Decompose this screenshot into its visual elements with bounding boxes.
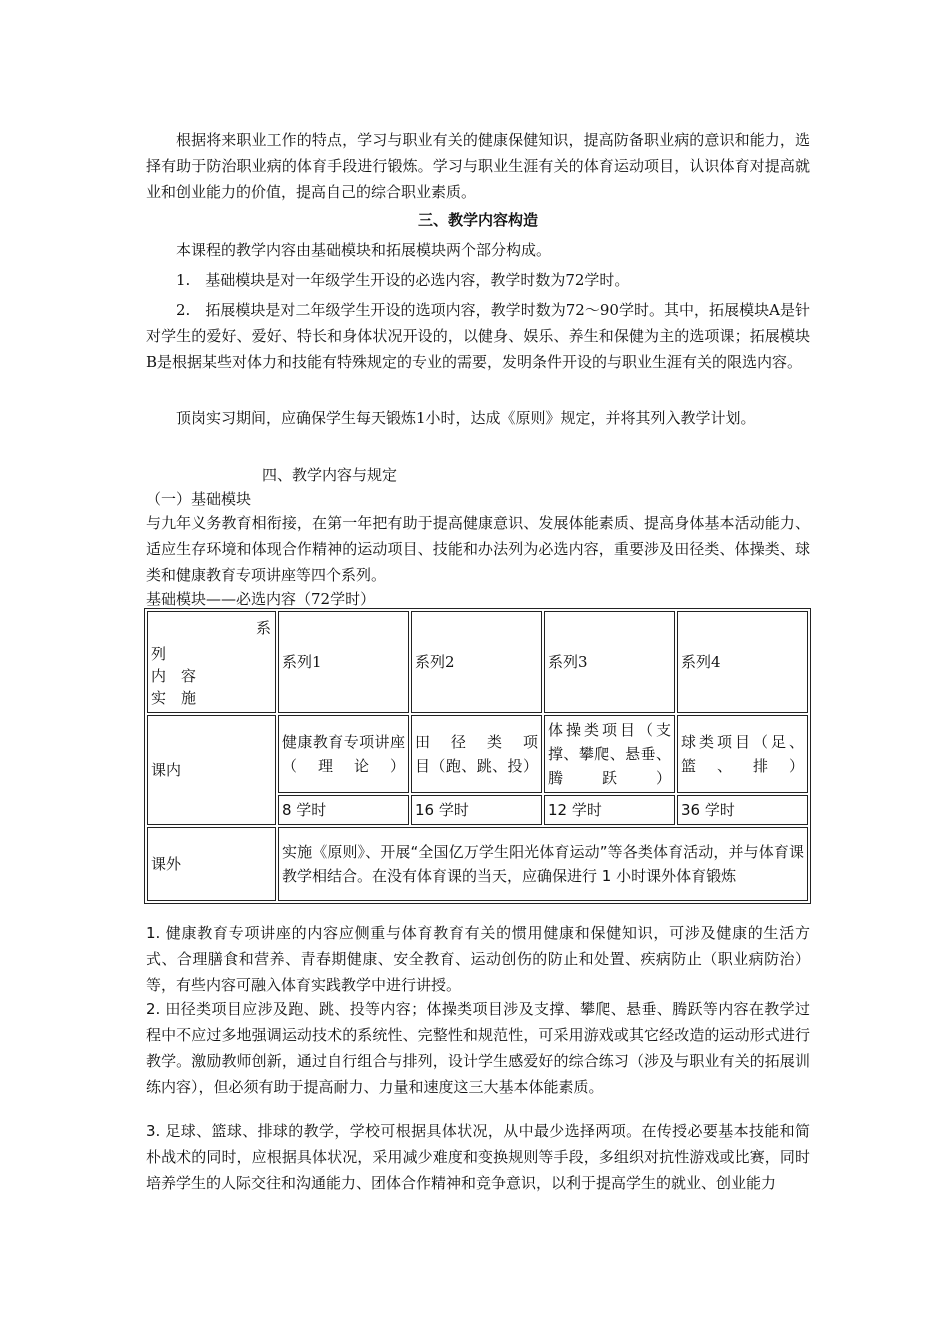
hours-3: 12 学时 bbox=[544, 795, 675, 825]
in-class-item-1: 健康教育专项讲座（理论） bbox=[278, 715, 409, 793]
corner-series-label: 系 bbox=[255, 619, 271, 637]
table-caption: 基础模块——必选内容（72学时） bbox=[146, 590, 376, 608]
in-class-item-2: 田 径 类 项 目（跑、跳、投） bbox=[411, 715, 542, 793]
section-heading-4: 四、教学内容与规定 bbox=[262, 466, 398, 484]
hours-2: 16 学时 bbox=[411, 795, 542, 825]
intro-paragraph: 根据将来职业工作的特点，学习与职业有关的健康保健知识，提高防备职业病的意识和能力，选择有助于防治职业病的体育手段进行锻炼。学习与职业生涯有关的体育运动项目，认识体育对提高就业和创业能力的价值，提高自己的综合职业素质。 bbox=[146, 131, 810, 201]
item1-paragraph: 1. 基础模块是对一年级学生开设的必选内容，教学时数为72学时。 bbox=[176, 271, 630, 289]
after-class-text: 实施《原则》、开展“全国亿万学生阳光体育运动”等各类体育活动，并与体育课教学相结合。在没有体育课的当天，应确保进行 1 小时课外体育锻炼 bbox=[278, 827, 808, 901]
basic-module-table bbox=[144, 608, 811, 904]
in-class-item-3: 体操类项目（支撑、攀爬、悬垂、腾跃） bbox=[544, 715, 675, 793]
header-series-1: 系列1 bbox=[278, 611, 409, 713]
corner-col-label: 列 bbox=[151, 645, 167, 663]
basic-paragraph: 与九年义务教育相衔接，在第一年把有助于提高健康意识、发展体能素质、提高身体基本活动能力、适应生存环境和体现合作精神的运动项目、技能和办法列为必选内容，重要涉及田径类、体操类、球类和健康教育专项讲座等四个系列。 bbox=[146, 514, 810, 584]
in-class-item-4: 球类项目（足、篮、排） bbox=[677, 715, 808, 793]
subsection-basic: （一）基础模块 bbox=[146, 490, 252, 508]
header-series-3: 系列3 bbox=[544, 611, 675, 713]
hours-4: 36 学时 bbox=[677, 795, 808, 825]
hours-1: 8 学时 bbox=[278, 795, 409, 825]
note-3: 3. 足球、篮球、排球的教学，学校可根据具体状况，从中最少选择两项。在传授必要基本技能和简朴战术的同时，应根据具体状况，采用减少难度和变换规则等手段，多组织对抗性游戏或比赛，同时培养学生的人际交往和沟通能力、团体合作精神和竞争意识，以利于提高学生的就业、创业能力 bbox=[146, 1122, 810, 1192]
note-1: 1. 健康教育专项讲座的内容应侧重与体育教育有关的惯用健康和保健知识，可涉及健康的生活方式、合理膳食和营养、青春期健康、安全教育、运动创伤的防止和处置、疾病防止（职业病防治）等，有些内容可融入体育实践教学中进行讲授。 bbox=[146, 924, 810, 994]
item2-paragraph: 2. 拓展模块是对二年级学生开设的选项内容，教学时数为72～90学时。其中，拓展模块A是针对学生的爱好、爱好、特长和身体状况开设的，以健身、娱乐、养生和保健为主的选项课；拓展模块B是根据某些对体力和技能有特殊规定的专业的需要，发明条件开设的与职业生涯有关的限选内容。 bbox=[146, 301, 810, 371]
corner-content-label: 内 容 bbox=[151, 667, 197, 685]
after-class-label: 课外 bbox=[147, 827, 276, 901]
corner-impl-label: 实 施 bbox=[151, 689, 197, 707]
in-class-label: 课内 bbox=[147, 715, 276, 825]
header-series-2: 系列2 bbox=[411, 611, 542, 713]
table-corner-cell bbox=[147, 611, 276, 713]
structure-paragraph: 本课程的教学内容由基础模块和拓展模块两个部分构成。 bbox=[176, 241, 552, 259]
intern-paragraph: 顶岗实习期间，应确保学生每天锻炼1小时，达成《原则》规定，并将其列入教学计划。 bbox=[176, 409, 756, 427]
section-heading-3: 三、教学内容构造 bbox=[417, 211, 538, 229]
note-2: 2. 田径类项目应涉及跑、跳、投等内容；体操类项目涉及支撑、攀爬、悬垂、腾跃等内容在教学过程中不应过多地强调运动技术的系统性、完整性和规范性，可采用游戏或其它经改造的运动形式进行教学。激励教师创新，通过自行组合与排列，设计学生感爱好的综合练习（涉及与职业有关的拓展训练内容），但必须有助于提高耐力、力量和速度这三大基本体能素质。 bbox=[146, 1000, 810, 1096]
header-series-4: 系列4 bbox=[677, 611, 808, 713]
